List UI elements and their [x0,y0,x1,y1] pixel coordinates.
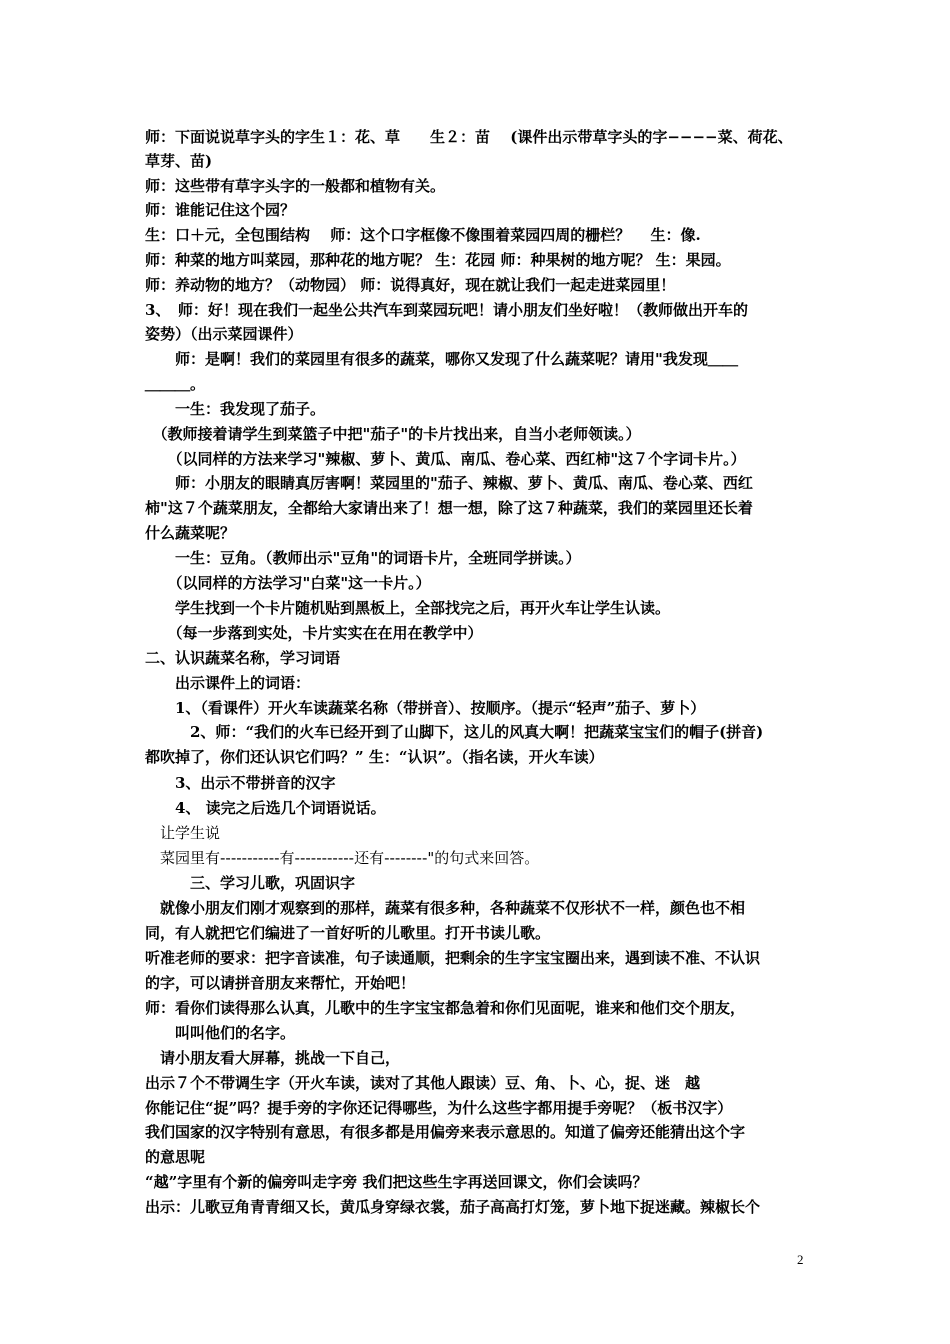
text-line: 同，有人就把它们编进了一首好听的儿歌里。打开书读儿歌。 [145,924,551,942]
text-line: 姿势）（出示菜园课件） [145,325,303,343]
text-line: （每一步落到实处，卡片实实在在用在教学中） [145,624,483,642]
text-line: 2、师：“我们的火车已经开到了山脚下，这儿的风真大啊！把蔬菜宝宝们的帽子(拼音) [145,723,764,741]
page-number: 2 [797,1252,804,1267]
text-line: “越”字里有个新的偏旁叫走字旁 我们把这些生字再送回课文，你们会读吗？ [145,1173,648,1191]
text-line: 出示７个不带调生字（开火车读，读对了其他人跟读）豆、角、卜、心，捉、迷 越 [145,1074,701,1092]
text-line: 就像小朋友们刚才观察到的那样，蔬菜有很多种，各种蔬菜不仅形状不一样，颜色也不相 [145,899,746,917]
text-line: （以同样的方法来学习"辣椒、萝卜、黄瓜、南瓜、卷心菜、西红柿"这７个字词卡片。） [145,450,746,468]
text-line: ＿＿＿。 [145,375,206,393]
text-line: 一生：我发现了茄子。 [145,400,326,418]
text-line: 我们国家的汉字特别有意思，有很多都是用偏旁来表示意思的。知道了偏旁还能猜出这个字 [145,1123,746,1141]
text-line: 师：下面说说草字头的字生１：花、草 生２：苗 (课件出示带草字头的字−−−−菜、荷花、 [145,128,793,146]
text-line: 3、出示不带拼音的汉字 [145,774,336,792]
text-line: 师：种菜的地方叫菜园，那种花的地方呢？ 生：花园 师：种果树的地方呢？ 生：果园。 [145,251,731,269]
text-line: 听准老师的要求：把字音读准，句子读通顺，把剩余的生字宝宝圈出来，遇到读不准、不认识 [145,949,761,967]
text-line: 叫叫他们的名字。 [145,1024,296,1042]
text-line: 出示课件上的词语： [145,674,311,692]
text-line: 一生：豆角。（教师出示"豆角"的词语卡片，全班同学拼读。） [145,549,581,567]
text-line: 生：口＋元，全包围结构 师：这个口字框像不像围着菜园四周的栅栏？ 生：像. [145,226,701,244]
text-line: 你能记住“捉”吗？提手旁的字你还记得哪些，为什么这些字都用提手旁呢？（板书汉字） [145,1099,733,1117]
text-line: 师：小朋友的眼睛真厉害啊！菜园里的"茄子、辣椒、萝卜、黄瓜、南瓜、卷心菜、西红 [145,474,753,492]
section-heading: 三、学习儿歌，巩固识字 [145,874,356,892]
text-line: 出示：儿歌豆角青青细又长，黄瓜身穿绿衣裳，茄子高高打灯笼，萝卜地下捉迷藏。辣椒长个 [145,1198,761,1216]
text-line: 柿"这７个蔬菜朋友，全都给大家请出来了！想一想，除了这７种蔬菜，我们的菜园里还长着 [145,499,753,517]
text-line: 请小朋友看大屏幕，挑战一下自己， [145,1049,401,1067]
text-line: （以同样的方法学习"白菜"这一卡片。） [145,574,431,592]
text-line: 师：这些带有草字头字的一般都和植物有关。 [145,177,446,195]
text-line: 4、 读完之后选几个词语说话。 [145,799,386,817]
text-line: 的意思呢 [145,1148,206,1166]
text-line: 的字，可以请拼音朋友来帮忙，开始吧！ [145,974,416,992]
text-line: 师：是啊！我们的菜园里有很多的蔬菜，哪你又发现了什么蔬菜呢？请用"我发现＿＿ [145,350,738,368]
text-line: 学生找到一个卡片随机贴到黑板上，全部找完之后，再开火车让学生认读。 [145,599,671,617]
text-line: 师：谁能记住这个园？ [145,201,296,219]
text-line: 师：养动物的地方？（动物园） 师：说得真好，现在就让我们一起走进菜园里！ [145,276,676,294]
text-line: （教师接着请学生到菜篮子中把"茄子"的卡片找出来，自当小老师领读。） [145,425,641,443]
section-heading: 二、认识蔬菜名称，学习词语 [145,649,341,667]
text-line: 1、（看课件）开火车读蔬菜名称（带拼音）、按顺序。（提示“轻声”茄子、萝卜） [145,699,706,717]
text-line: 草芽、苗) [145,152,213,170]
text-line: 都吹掉了，你们还认识它们吗？” 生：“认识”。（指名读，开火车读） [145,748,604,766]
text-line: 师：看你们读得那么认真，儿歌中的生字宝宝都急着和你们见面呢，谁来和他们交个朋友， [145,999,746,1017]
text-line: 3、 师：好！现在我们一起坐公共汽车到菜园玩吧！请小朋友们坐好啦！（教师做出开车的 [145,301,748,319]
text-line: 菜园里有-----------有-----------还有--------"的句式来回答。 [145,849,540,867]
text-line: 让学生说 [145,824,221,842]
text-line: 什么蔬菜呢？ [145,524,236,542]
